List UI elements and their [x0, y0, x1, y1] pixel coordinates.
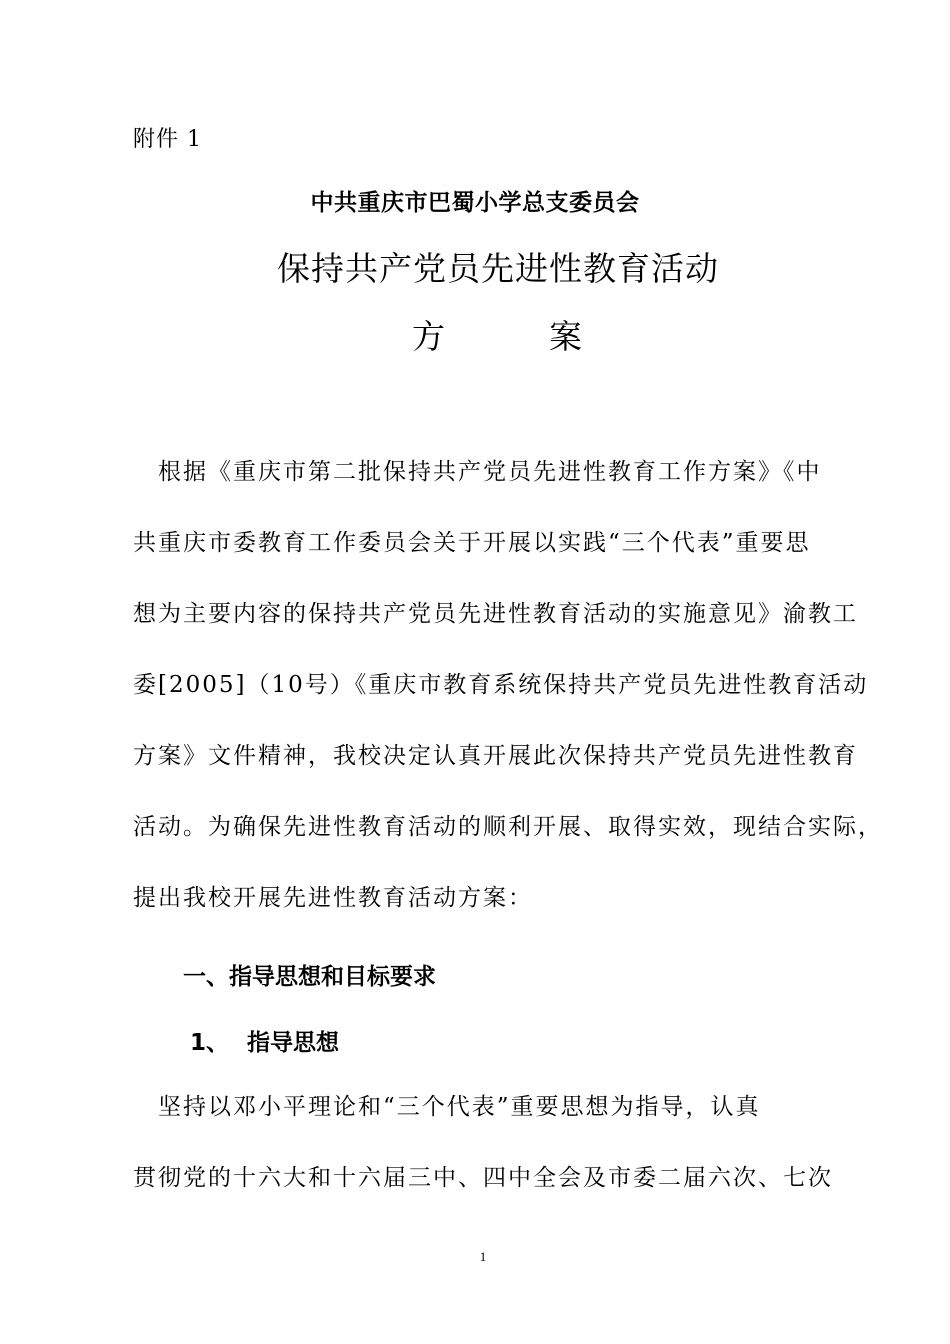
paragraph-1-line: 活动。为确保先进性教育活动的顺利开展、取得实效，现结合实际，	[133, 814, 883, 840]
paragraph-2-line: 坚持以邓小平理论和“三个代表”重要思想为指导，认真	[133, 1094, 761, 1120]
section-heading-1: 一、指导思想和目标要求	[183, 964, 436, 990]
subsection-number: 1、	[190, 1030, 230, 1056]
sub-title-part-1: 方	[412, 317, 445, 356]
paragraph-1-line: 提出我校开展先进性教育活动方案：	[133, 885, 533, 911]
paragraph-1-line: 委[2005]（10号）《重庆市教育系统保持共产党员先进性教育活动	[133, 672, 869, 698]
paragraph-1-line: 想为主要内容的保持共产党员先进性教育活动的实施意见》渝教工	[133, 601, 858, 627]
paragraph-1-line: 根据《重庆市第二批保持共产党员先进性教育工作方案》《中	[133, 459, 822, 485]
page-number: 1	[479, 1249, 487, 1264]
paragraph-1-line: 共重庆市委教育工作委员会关于开展以实践“三个代表”重要思	[133, 530, 811, 556]
attachment-label: 附件 1	[133, 127, 202, 152]
subsection-heading: 指导思想	[247, 1030, 339, 1056]
main-title: 保持共产党员先进性教育活动	[277, 249, 719, 288]
paragraph-2-line: 贯彻党的十六大和十六届三中、四中全会及市委二届六次、七次	[133, 1165, 833, 1191]
paragraph-1-line: 方案》文件精神，我校决定认真开展此次保持共产党员先进性教育	[133, 743, 858, 769]
organization-title: 中共重庆市巴蜀小学总支委员会	[310, 190, 640, 216]
sub-title-part-2: 案	[549, 317, 582, 356]
